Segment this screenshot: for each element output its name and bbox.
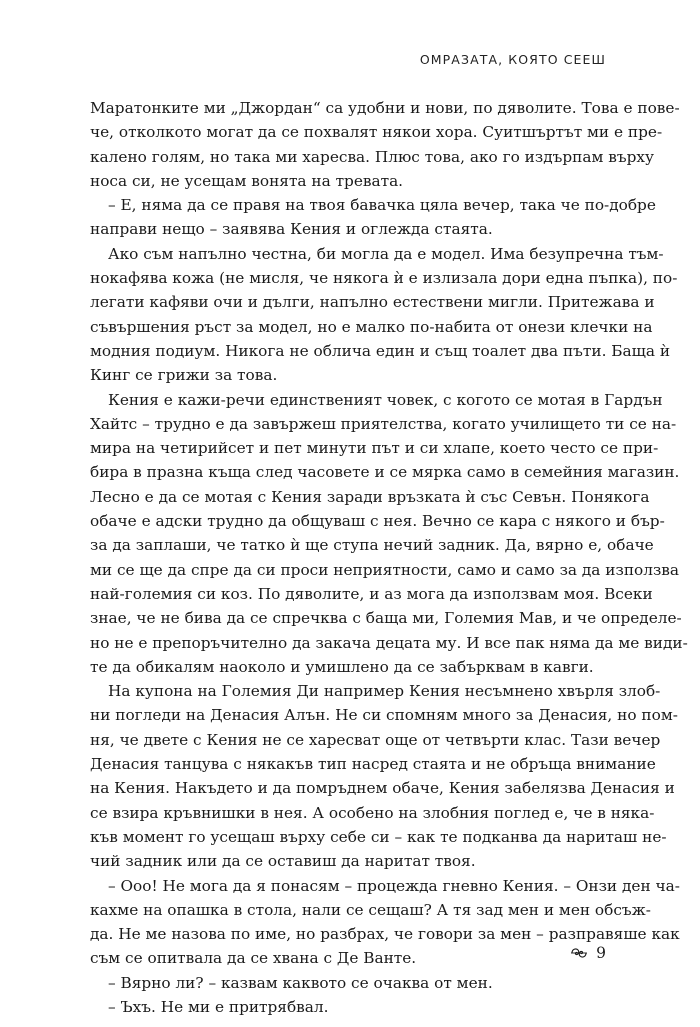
text-line: – Ооо! Не мога да я понасям – процежда гневно Кения. – Онзи ден ча-	[108, 876, 680, 895]
text-line: модния подиум. Никога не облича един и същ тоалет два пъти. Баща ѝ	[90, 341, 671, 360]
text-line: легати кафяви очи и дълги, напълно естествени мигли. Притежава и	[90, 293, 655, 312]
text-line: съвършения ръст за модел, но е малко по-набита от онези клечки на	[90, 317, 653, 336]
text-line: се взира кръвнишки в нея. А особено на злобния поглед е, че в няка-	[90, 803, 655, 822]
text-line: Лесно е да се мотая с Кения заради връзката ѝ със Севън. Понякога	[90, 487, 650, 506]
text-line: носа си, не усещам вонята на тревата.	[90, 171, 404, 190]
text-line: съм се опитвала да се хвана с Де Ванте.	[90, 949, 417, 968]
body-text	[90, 96, 688, 1019]
text-line: калено голям, но така ми харесва. Плюс това, ако го издърпам върху	[90, 147, 654, 166]
text-line: мира на четирийсет и пет минути път и си хлапе, което често се при-	[90, 439, 659, 458]
text-line: чий задник или да се оставиш да наритат твоя.	[90, 852, 476, 871]
text-line: къв момент го усещаш върху себе си – как те подканва да нариташ не-	[90, 827, 667, 846]
text-line: за да заплаши, че татко ѝ ще ступа нечий задник. Да, вярно е, обаче	[90, 536, 654, 555]
text-line: Маратонките ми „Джордан“ са удобни и нови, по дяволите. Това е пове-	[90, 99, 680, 117]
text-line: ни погледи на Денасия Алън. Не си спомням много за Денасия, но пом-	[90, 706, 678, 725]
page-footer	[570, 944, 606, 962]
text-line: обаче е адски трудно да общуваш с нея. Вечно се кара с някого и бър-	[90, 512, 665, 531]
text-line: – Е, няма да се правя на твоя бавачка цяла вечер, така че по-добре	[108, 196, 656, 215]
text-line: Кения е кажи-речи единственият човек, с когото се мотая в Гардън	[108, 390, 663, 409]
text-line: че, отколкото могат да се похвалят някои хора. Суитшъртът ми е пре-	[90, 123, 663, 142]
text-line: най-големия си коз. По дяволите, и аз мога да използвам моя. Всеки	[90, 584, 653, 603]
text-line: – Ъхъ. Не ми е притрябвал.	[108, 997, 329, 1016]
text-line: На купона на Големия Ди например Кения несъмнено хвърля злоб-	[108, 682, 661, 701]
text-line: нокафява кожа (не мисля, че някога ѝ е излизала дори една пъпка), по-	[90, 269, 678, 288]
text-line: Ако съм напълно честна, би могла да е модел. Има безупречна тъм-	[108, 244, 664, 263]
text-line: – Вярно ли? – казвам каквото се очаква от мен.	[108, 973, 493, 992]
text-line: направи нещо – заявява Кения и оглежда стаята.	[90, 220, 493, 239]
text-line: на Кения. Накъдето и да помръднем обаче, Кения забелязва Денасия и	[90, 779, 675, 798]
text-line: те да обикалям наоколо и умишлено да се забърквам в кавги.	[90, 657, 594, 676]
text-line: кахме на опашка в стола, нали се сещаш? А тя зад мен и мен обсъж-	[90, 900, 651, 919]
running-head-title: ОМРАЗАТА, КОЯТО СЕЕШ	[419, 52, 606, 67]
text-line: Хайтс – трудно е да завържеш приятелства, когато училището ти се на-	[90, 414, 677, 433]
text-line: но не е препоръчително да закача децата му. И все пак няма да ме види-	[90, 633, 688, 652]
text-line: бира в празна къща след часовете и се мярка само в семейния магазин.	[90, 463, 680, 482]
page-number: 9	[596, 944, 606, 962]
text-line: да. Не ме назова по име, но разбрах, че говори за мен – разправяше как	[90, 925, 680, 944]
flourish-ornament-icon	[570, 946, 588, 960]
text-line: ми се ще да спре да си проси неприятности, само и само за да използва	[90, 560, 680, 579]
text-line: Денасия танцува с някакъв тип насред стаята и не обръща внимание	[90, 755, 656, 774]
text-line: знае, че не бива да се спречква с баща ми, Големия Мав, и че определе-	[90, 609, 682, 628]
text-line: Кинг се грижи за това.	[90, 366, 278, 385]
text-line: ня, че двете с Кения не се харесват още от четвърти клас. Тази вечер	[90, 730, 661, 749]
